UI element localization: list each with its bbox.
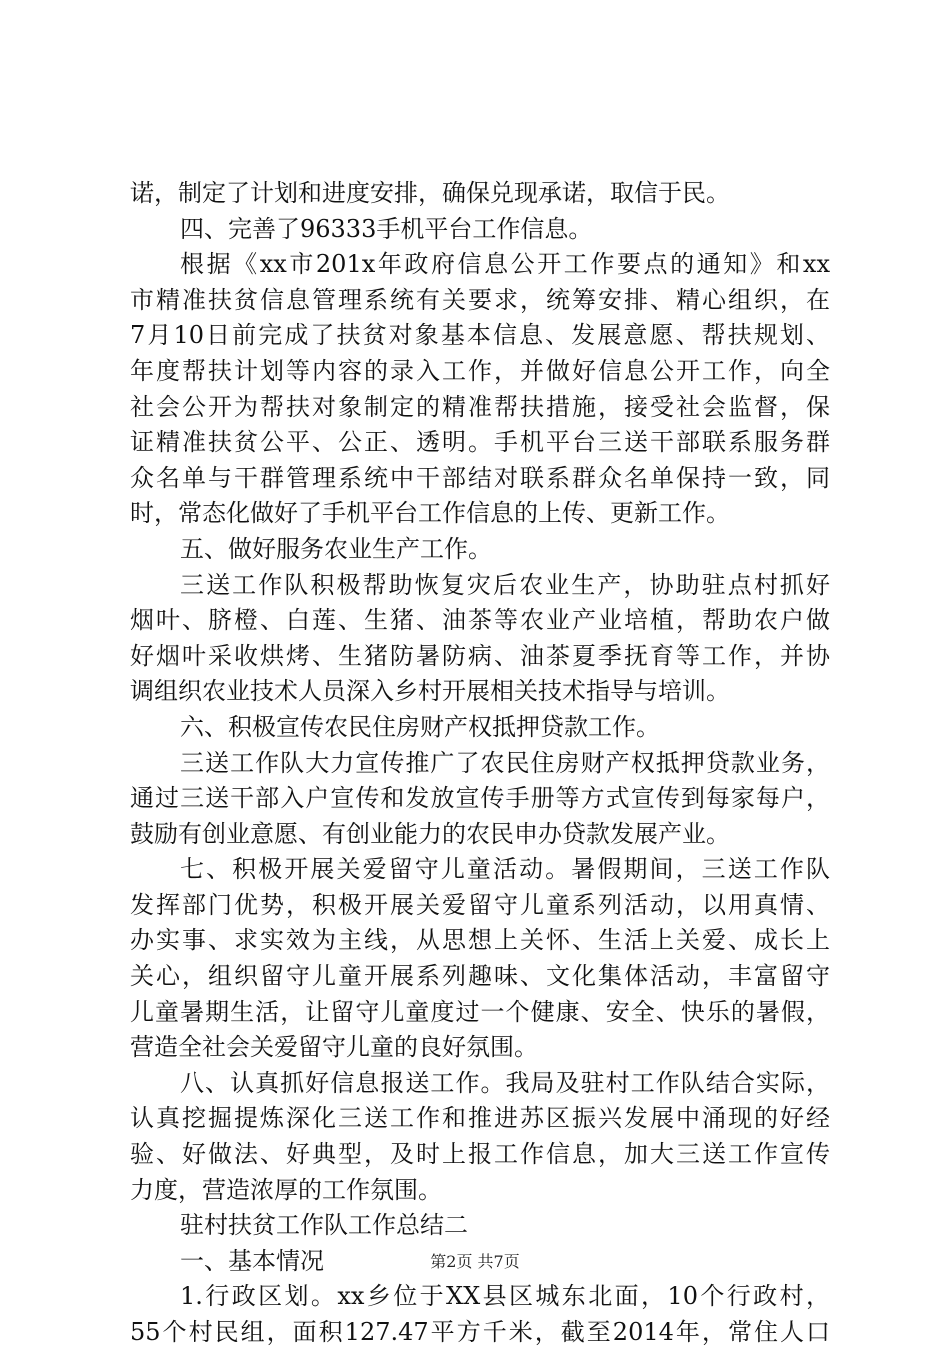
text-line: 三送工作队积极帮助恢复灾后农业生产，协助驻点村抓好: [180, 570, 830, 599]
text-line: 办实事、求实效为主线，从思想上关怀、生活上关爱、成长上: [130, 926, 830, 955]
text-line: 调组织农业技术人员深入乡村开展相关技术指导与培训。: [130, 677, 730, 706]
document-body: [130, 176, 830, 1351]
text-line: 关心，组织留守儿童开展系列趣味、文化集体活动，丰富留守: [130, 962, 830, 991]
text-line: 根据《xx市201x年政府信息公开工作要点的通知》和xx: [180, 250, 830, 279]
section-heading-4: 四、完善了96333手机平台工作信息。: [180, 214, 593, 243]
text-line: 年度帮扶计划等内容的录入工作，并做好信息公开工作，向全: [130, 356, 830, 385]
text-line: 众名单与干群管理系统中干部结对联系群众名单保持一致，同: [130, 463, 830, 492]
text-line: 证精准扶贫公平、公正、透明。手机平台三送干部联系服务群: [130, 428, 830, 457]
text-line: 通过三送干部入户宣传和发放宣传手册等方式宣传到每家每户，: [130, 784, 830, 813]
text-line: 市精准扶贫信息管理系统有关要求，统筹安排、精心组织，在: [130, 285, 830, 314]
section-heading-6: 六、积极宣传农民住房财产权抵押贷款工作。: [180, 712, 660, 741]
text-line: 社会公开为帮扶对象制定的精准帮扶措施，接受社会监督，保: [130, 392, 830, 421]
text-line: 认真挖掘提炼深化三送工作和推进苏区振兴发展中涌现的好经: [130, 1104, 830, 1133]
text-line: 时，常态化做好了手机平台工作信息的上传、更新工作。: [130, 499, 730, 528]
document-subtitle: 驻村扶贫工作队工作总结二: [180, 1211, 468, 1240]
text-line: 鼓励有创业意愿、有创业能力的农民申办贷款发展产业。: [130, 819, 730, 848]
text-line: 三送工作队大力宣传推广了农民住房财产权抵押贷款业务，: [180, 748, 830, 777]
text-line: 烟叶、脐橙、白莲、生猪、油茶等农业产业培植，帮助农户做: [130, 606, 830, 635]
page-number-footer: 第2页 共7页: [430, 1252, 520, 1271]
text-line: 55个村民组，面积127.47平方千米，截至2014年，常住人口: [130, 1318, 830, 1346]
section-heading-1: 一、基本情况: [180, 1246, 324, 1275]
text-line: 力度，营造浓厚的工作氛围。: [130, 1175, 442, 1204]
section-heading-8: 八、认真抓好信息报送工作。我局及驻村工作队结合实际，: [180, 1068, 830, 1097]
text-line: 诺，制定了计划和进度安排，确保兑现承诺，取信于民。: [130, 179, 730, 207]
text-line: 1.行政区划。xx乡位于XX县区城东北面，10个行政村，: [180, 1282, 830, 1311]
text-line: 儿童暑期生活，让留守儿童度过一个健康、安全、快乐的暑假，: [130, 997, 830, 1026]
section-heading-5: 五、做好服务农业生产工作。: [180, 534, 492, 563]
text-line: 营造全社会关爱留守儿童的良好氛围。: [130, 1033, 538, 1062]
section-heading-7: 七、积极开展关爱留守儿童活动。暑假期间，三送工作队: [180, 855, 830, 884]
text-line: 好烟叶采收烘烤、生猪防暑防病、油茶夏季抚育等工作，并协: [130, 641, 830, 670]
text-line: 验、好做法、好典型，及时上报工作信息，加大三送工作宣传: [130, 1140, 830, 1169]
text-line: 7月10日前完成了扶贫对象基本信息、发展意愿、帮扶规划、: [130, 321, 830, 350]
text-line: 发挥部门优势，积极开展关爱留守儿童系列活动，以用真情、: [130, 890, 830, 919]
